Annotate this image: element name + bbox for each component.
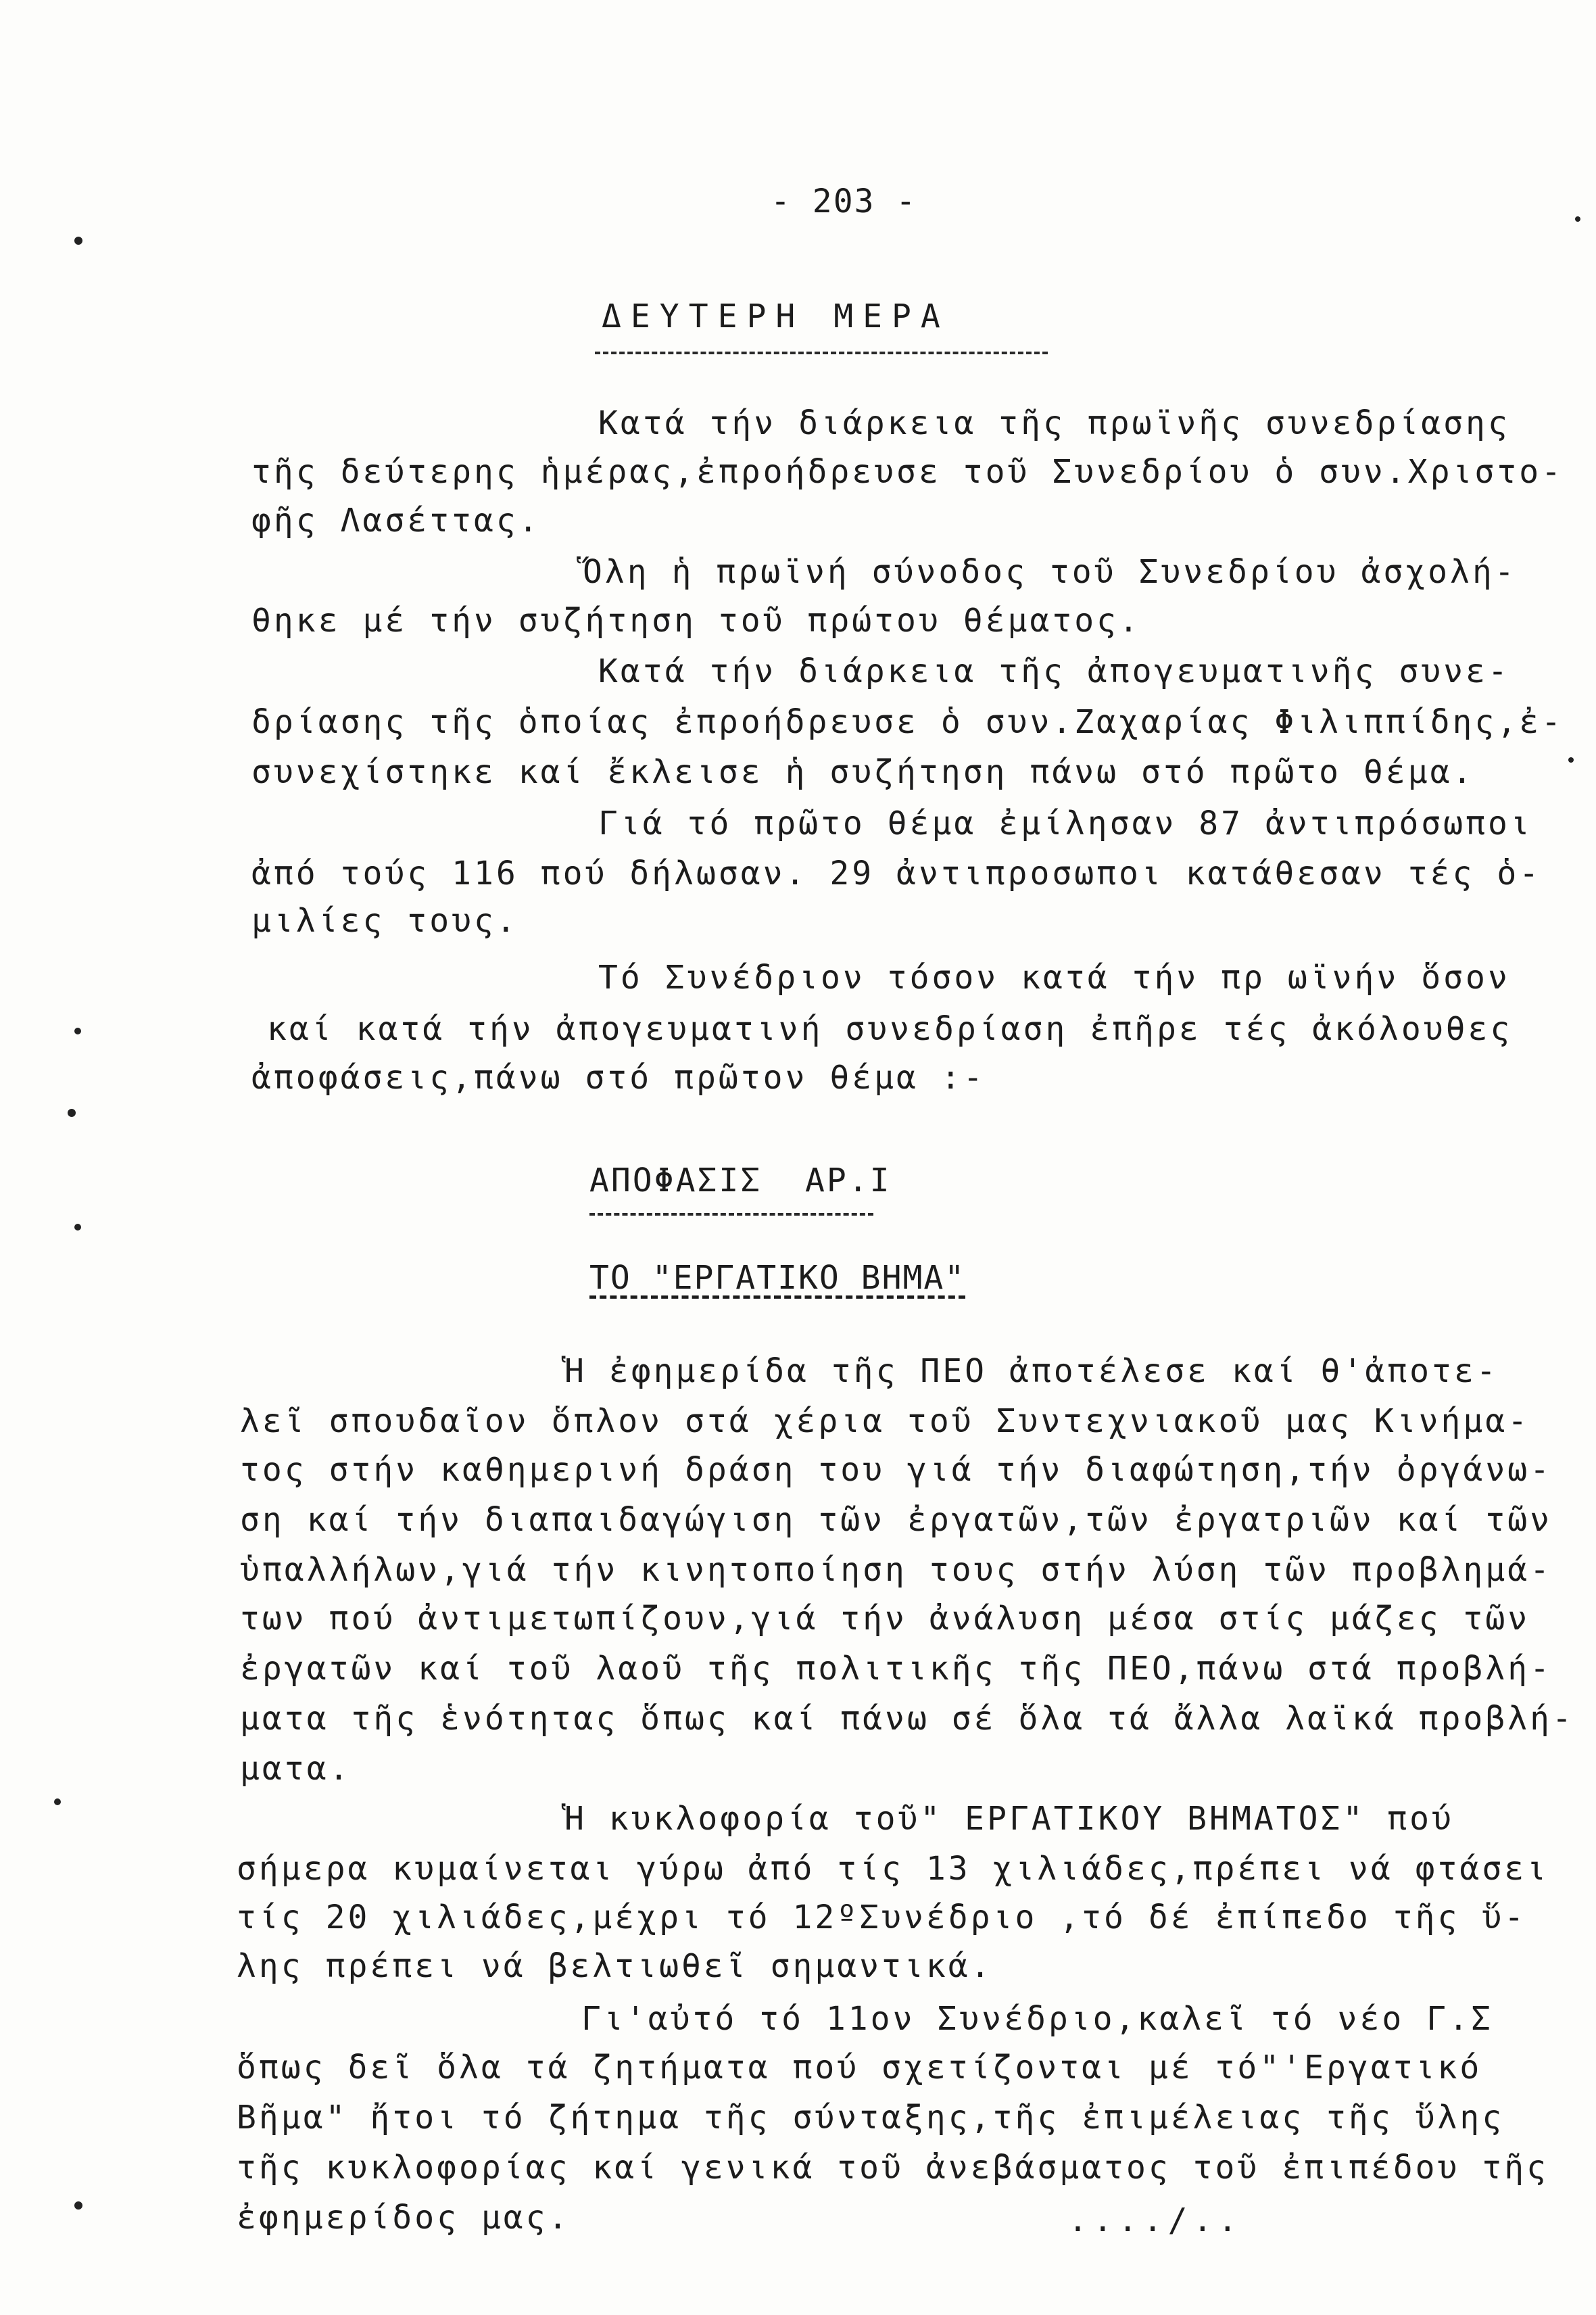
text-line: λης πρέπει νά βελτιωθεῖ σημαντικά. xyxy=(237,1947,993,1985)
text-line: Γιά τό πρῶτο θέμα ἐμίλησαν 87 ἀντιπρόσωποι xyxy=(598,805,1532,842)
text-line: Γι'αὐτό τό 11ον Συνέδριο,καλεῖ τό νέο Γ.Σ xyxy=(581,2000,1493,2038)
text-line: ὑπαλλήλων,γιά τήν κινητοποίηση τους στήν λύση τῶν προβλημά- xyxy=(240,1551,1553,1589)
text-line: ἀποφάσεις,πάνω στό πρῶτον θέμα :- xyxy=(251,1059,986,1097)
text-line: δρίασης τῆς ὁποίας ἐπροήδρευσε ὁ συν.Ζαχαρίας Φιλιππίδης,ἐ- xyxy=(251,703,1564,741)
text-line: Ἡ ἐφημερίδα τῆς ΠΕΟ ἀποτέλεσε καί θ'ἀποτε- xyxy=(564,1352,1499,1390)
text-line: Βῆμα" ἤτοι τό ζήτημα τῆς σύνταξης,τῆς ἐπιμέλειας τῆς ὕλης xyxy=(237,2099,1505,2137)
scan-speck xyxy=(74,1224,81,1231)
scan-speck xyxy=(1568,757,1574,763)
text-line: θηκε μέ τήν συζήτηση τοῦ πρώτου θέματος. xyxy=(251,602,1141,640)
text-line: ἐργατῶν καί τοῦ λαοῦ τῆς πολιτικῆς τῆς ΠΕΟ,πάνω στά προβλή- xyxy=(240,1650,1553,1688)
scan-speck xyxy=(1575,216,1580,222)
text-line: Ὅλη ἡ πρωϊνή σύνοδος τοῦ Συνεδρίου ἀσχολή- xyxy=(583,553,1517,591)
text-line: συνεχίστηκε καί ἔκλεισε ἡ συζήτηση πάνω στό πρῶτο θέμα. xyxy=(251,753,1475,791)
text-line: Ἡ κυκλοφορία τοῦ" ΕΡΓΑΤΙΚΟΥ ΒΗΜΑΤΟΣ" πού xyxy=(564,1800,1454,1838)
text-line: Τό Συνέδριον τόσον κατά τήν πρ ωϊνήν ὅσον xyxy=(598,959,1510,997)
text-line: ματα τῆς ἑνότητας ὅπως καί πάνω σέ ὅλα τά ἄλλα λαϊκά προβλή- xyxy=(240,1700,1574,1738)
scan-speck xyxy=(74,237,82,245)
text-line: τῆς δεύτερης ἡμέρας,ἐπροήδρευσε τοῦ Συνεδρίου ὁ συν.Χριστο- xyxy=(251,453,1564,491)
section-heading: ΔΕΥΤΕΡΗ ΜΕΡΑ xyxy=(602,297,950,335)
heading-underline xyxy=(595,352,1048,354)
decision-title: ΤΟ "ΕΡΓΑΤΙΚΟ ΒΗΜΑ" xyxy=(589,1259,966,1297)
text-line: τῆς κυκλοφορίας καί γενικά τοῦ ἀνεβάσματος τοῦ ἐπιπέδου τῆς xyxy=(237,2149,1549,2187)
scan-speck xyxy=(74,2201,82,2210)
scan-speck xyxy=(54,1798,61,1805)
continuation-mark: ..../.. xyxy=(1068,2201,1243,2239)
text-line: τος στήν καθημερινή δράση του γιά τήν διαφώτηση,τήν ὀργάνω- xyxy=(240,1451,1553,1489)
text-line: λεῖ σπουδαῖον ὅπλον στά χέρια τοῦ Συντεχνιακοῦ μας Κινήμα- xyxy=(240,1402,1530,1440)
text-line: ἐφημερίδος μας. xyxy=(237,2199,571,2237)
scan-speck xyxy=(68,1109,76,1117)
text-line: Κατά τήν διάρκεια τῆς πρωϊνῆς συνεδρίασης xyxy=(598,404,1510,442)
text-line: ὅπως δεῖ ὅλα τά ζητήματα πού σχετίζονται μέ τό"'Εργατικό xyxy=(237,2049,1482,2086)
text-line: ση καί τήν διαπαιδαγώγιση τῶν ἐργατῶν,τῶν ἐργατριῶν καί τῶν xyxy=(240,1501,1553,1539)
scan-speck xyxy=(74,1028,81,1034)
decision-label-underline xyxy=(589,1213,873,1216)
text-line: των πού ἀντιμετωπίζουν,γιά τήν ἀνάλυση μέσα στίς μάζες τῶν xyxy=(240,1600,1530,1638)
text-line: φῆς Λασέττας. xyxy=(251,502,541,540)
text-line: καί κατά τήν ἀπογευματινή συνεδρίαση ἐπῆρε τές ἀκόλουθες xyxy=(267,1010,1513,1048)
text-line: Κατά τήν διάρκεια τῆς ἀπογευματινῆς συνε- xyxy=(598,652,1510,690)
text-line: ἀπό τούς 116 πού δήλωσαν. 29 ἀντιπροσωποι κατάθεσαν τές ὁ- xyxy=(251,855,1542,892)
text-line: μιλίες τους. xyxy=(251,902,518,940)
text-line: σήμερα κυμαίνεται γύρω ἀπό τίς 13 χιλιάδες,πρέπει νά φτάσει xyxy=(237,1850,1549,1888)
decision-label: ΑΠΟΦΑΣΙΣ ΑΡ.Ι xyxy=(589,1162,892,1199)
text-line: τίς 20 χιλιάδες,μέχρι τό 12ºΣυνέδριο ,τό δέ ἐπίπεδο τῆς ὕ- xyxy=(237,1899,1527,1936)
text-line: ματα. xyxy=(240,1750,352,1788)
page-number: - 203 - xyxy=(771,183,917,220)
